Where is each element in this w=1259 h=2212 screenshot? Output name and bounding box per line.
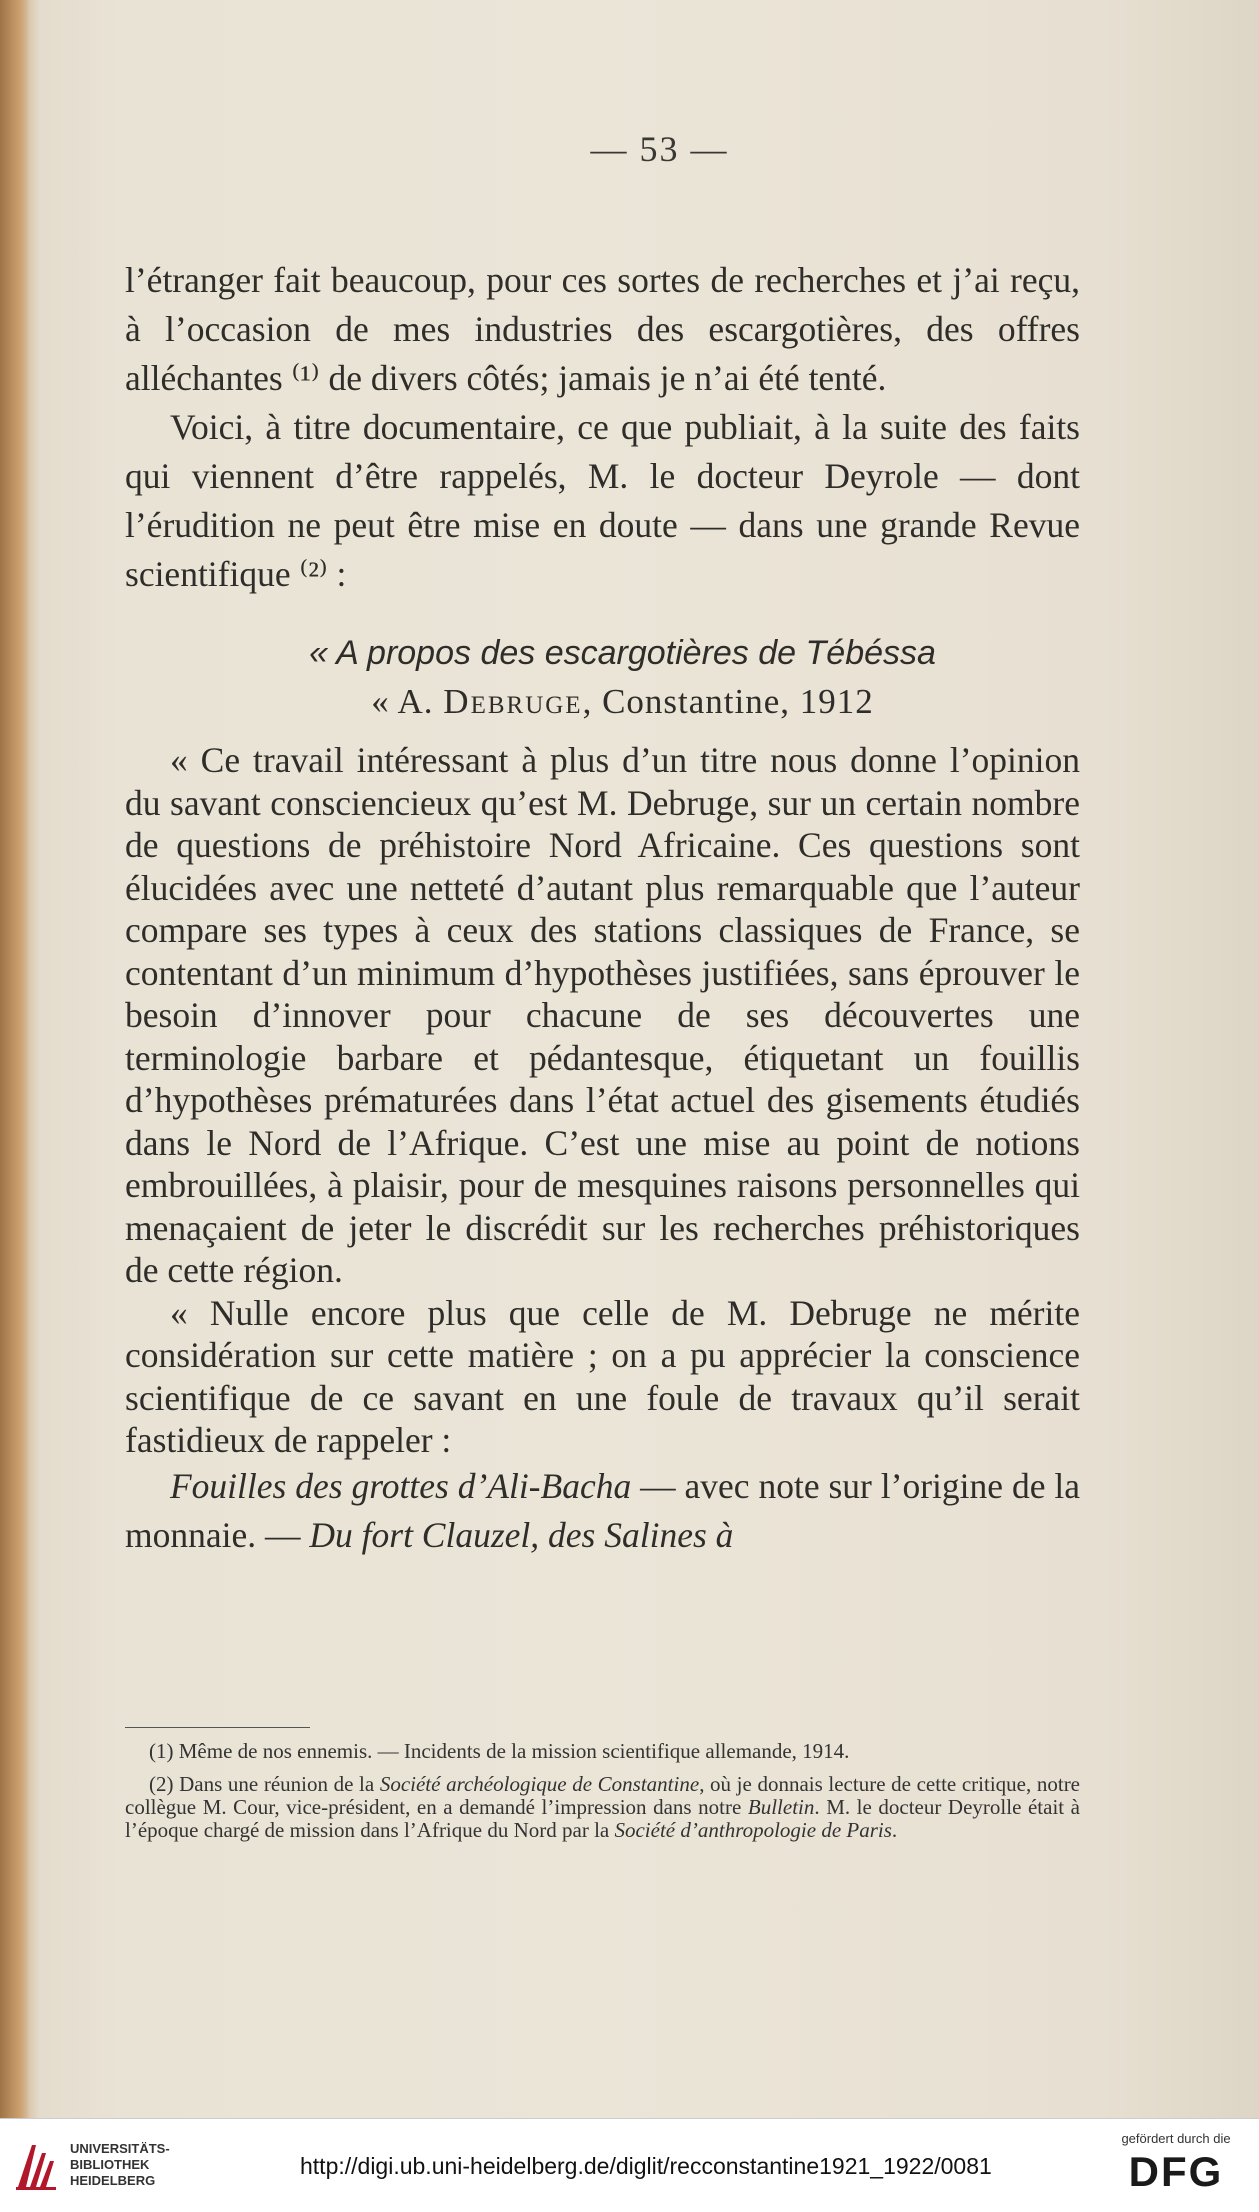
author-prefix: « A.: [371, 682, 444, 721]
viewer-footer: [0, 2118, 1259, 2212]
footnote-2: [125, 1773, 1080, 1842]
footnote-separator: [125, 1727, 310, 1728]
paragraph-3: « Ce travail intéressant à plus d’un titre nous donne l’opinion du savant consciencieux qu’est M. Debruge, sur un certain nombre de questions de préhistoire Nord Africaine. Ces questions sont élucidées avec une netteté d’autant plus remarquable que l’auteur compare ses types à ceux des stations classiques de France, se contentant d’un minimum d’hypothèses justifiées, sans éprouver le besoin d’innover pour chacune de ses découvertes une terminologie barbare et pédantesque, étiquetant un fouillis d’hypothèses prématurées dans l’état actuel des gisements étudiés dans le Nord de l’Afrique. C’est une mise au point de notions embrouillées, à plaisir, pour de mesquines raisons personnelles qui menaçaient de jeter le discrédit sur les recherches préhistoriques de cette région.: [125, 740, 1080, 1290]
sponsor[interactable]: [1111, 2131, 1241, 2196]
fn2-text-a: (2) Dans une réunion de la: [149, 1772, 380, 1796]
heidelberg-university-library-icon[interactable]: [12, 2139, 60, 2193]
permalink-url[interactable]: http://digi.ub.uni-heidelberg.de/diglit/recconstantine1921_1922/0081: [300, 2153, 992, 2179]
fn2-text-g: .: [891, 1818, 898, 1842]
quoted-article-title: « A propos des escargotières de Tébéssa: [309, 634, 936, 672]
book-spine-edge: [0, 0, 30, 2118]
fn2-italic-d: Bulletin: [747, 1795, 815, 1819]
fn2-italic-b: Société archéologique de Constantine: [379, 1772, 700, 1796]
library-name[interactable]: [70, 2141, 170, 2189]
author-name: Debruge: [443, 682, 583, 721]
fn2-text-e: . M. le docteur Deyrolle était à l’époque chargé de mission dans l’Afrique du Nord par la: [125, 1795, 1080, 1842]
footnotes: [125, 1740, 1080, 1852]
page-number: — 53 —: [590, 129, 729, 169]
library-name-line-3: HEIDELBERG: [70, 2173, 156, 2188]
author-suffix: , Constantine, 1912: [582, 682, 874, 721]
italic-title-1: Fouilles des grottes d’Ali-Bacha: [170, 1465, 632, 1506]
fn2-italic-f: Société d’anthropologie de Paris: [614, 1818, 892, 1842]
library-name-line-2: BIBLIOTHEK: [70, 2157, 150, 2172]
library-name-line-1: UNIVERSITÄTS-: [70, 2141, 170, 2156]
quoted-article-author: [125, 677, 1080, 727]
main-text: [125, 256, 1080, 1560]
paragraph-5: [125, 1462, 1080, 1560]
italic-title-2: Du fort Clauzel, des Salines à: [309, 1514, 734, 1555]
fn2-text-c: , où je donnais lecture de cette critique, notre collègue M. Cour, vice-président, en a demandé l’impression dans notre: [125, 1772, 1081, 1819]
footnote-1: (1) Même de nos ennemis. — Incidents de la mission scientifique allemande, 1914.: [149, 1739, 850, 1763]
paragraph-4: « Nulle encore plus que celle de M. Debruge ne mérite considération sur cette matière ; on a pu apprécier la conscience scientifique de ce savant en une foule de travaux qu’il serait fastidieux de rappeler :: [125, 1292, 1080, 1460]
dfg-logo: DFG: [1128, 2148, 1224, 2195]
paragraph-2: Voici, à titre documentaire, ce que publiait, à la suite des faits qui viennent d’être rappelés, M. le docteur Deyrole — dont l’érudition ne peut être mise en doute — dans une grande Revue scientifique ⁽²⁾ :: [125, 407, 1080, 594]
sponsor-label: gefördert durch die: [1121, 2131, 1231, 2146]
roman-text-1: — avec note sur l’origine de la monnaie. —: [125, 1465, 1080, 1555]
paragraph-1: l’étranger fait beaucoup, pour ces sortes de recherches et j’ai reçu, à l’occasion de mes industries des escargotières, des offres alléchantes ⁽¹⁾ de divers côtés; jamais je n’ai été tenté.: [125, 260, 1080, 398]
